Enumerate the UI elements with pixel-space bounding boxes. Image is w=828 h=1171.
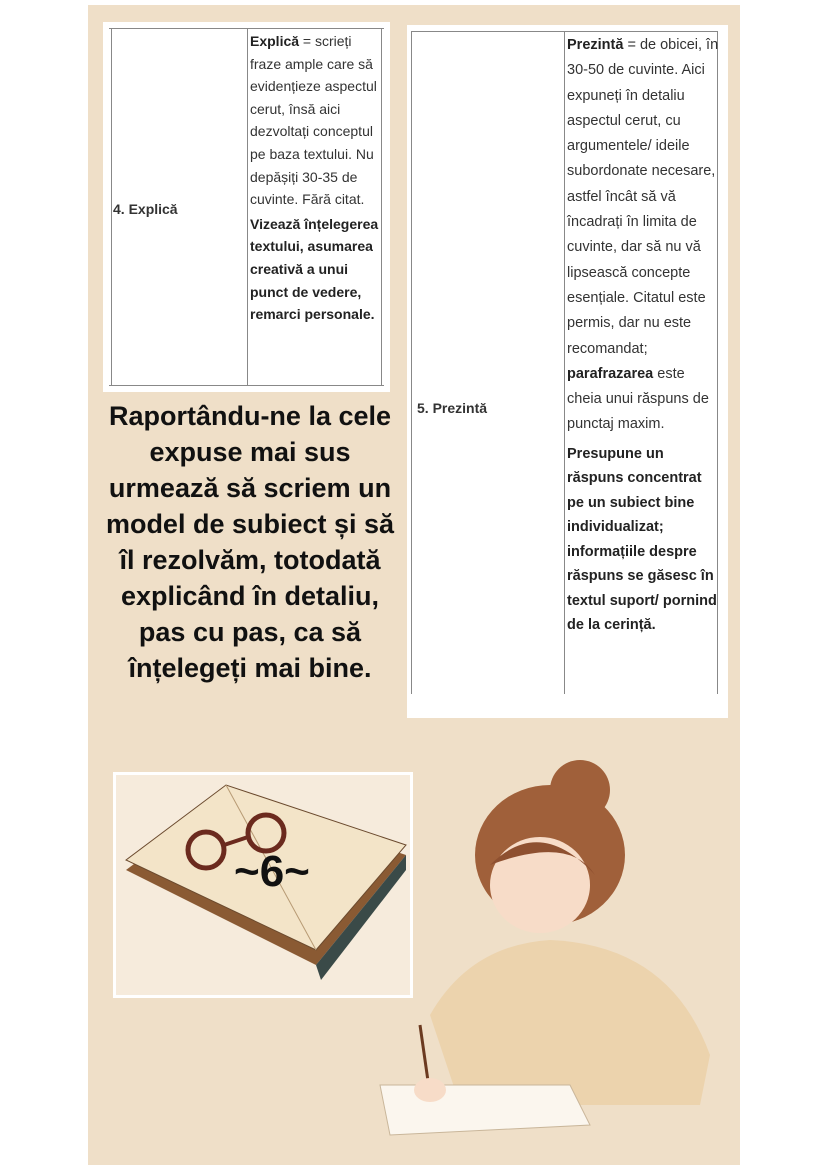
- row-definition: Prezintă = de obicei, în 30-50 de cuvinte. Aici expuneți în detaliu aspectul cerut, cu argumentele/ ideile subordonate necesare, astfel încât să vă încadrați în limita de cuvinte, dar să nu vă lipsească concepte esențiale. Citatul este permis, dar nu este recomandat; parafrazarea este cheia unui răspuns de punctaj maxim. Presupune un răspuns concentrat pe un subiect bine individualizat; informațiile despre răspuns se găsesc în textul suport/ pornind de la cerință.: [567, 33, 719, 638]
- intro-paragraph: Raportându-ne la cele expuse mai sus urmează să scriem un model de subiect și să îl rezolvăm, totodată explicând în detaliu, pas cu pas, ca să înțelegeți mai bine.: [105, 401, 395, 683]
- row-definition: Explică = scrieți fraze ample care să evidențieze aspectul cerut, însă aici dezvoltați conceptul pe baza textului. Nu depășiți 30-35 de cuvinte. Fără citat. Vizează înțelegerea textului, asumarea creativă a unui punct de vedere, remarci personale.: [250, 30, 382, 326]
- table-explica: [103, 22, 390, 392]
- row-label: 4. Explică: [113, 201, 178, 217]
- page-number: ~6~: [234, 847, 310, 896]
- girl-writing-illustration: [370, 755, 730, 1155]
- row-label: 5. Prezintă: [417, 400, 488, 416]
- row-aim: Vizează înțelegerea textului, asumarea creativă a unui punct de vedere, remarci personale.: [250, 215, 379, 323]
- book-illustration: [113, 772, 413, 998]
- row-aim: Presupune un răspuns concentrat pe un subiect bine individualizat; informațiile despre răspuns se găsesc în textul suport/ pornind de la cerință.: [567, 445, 717, 634]
- table-prezinta: [407, 25, 728, 718]
